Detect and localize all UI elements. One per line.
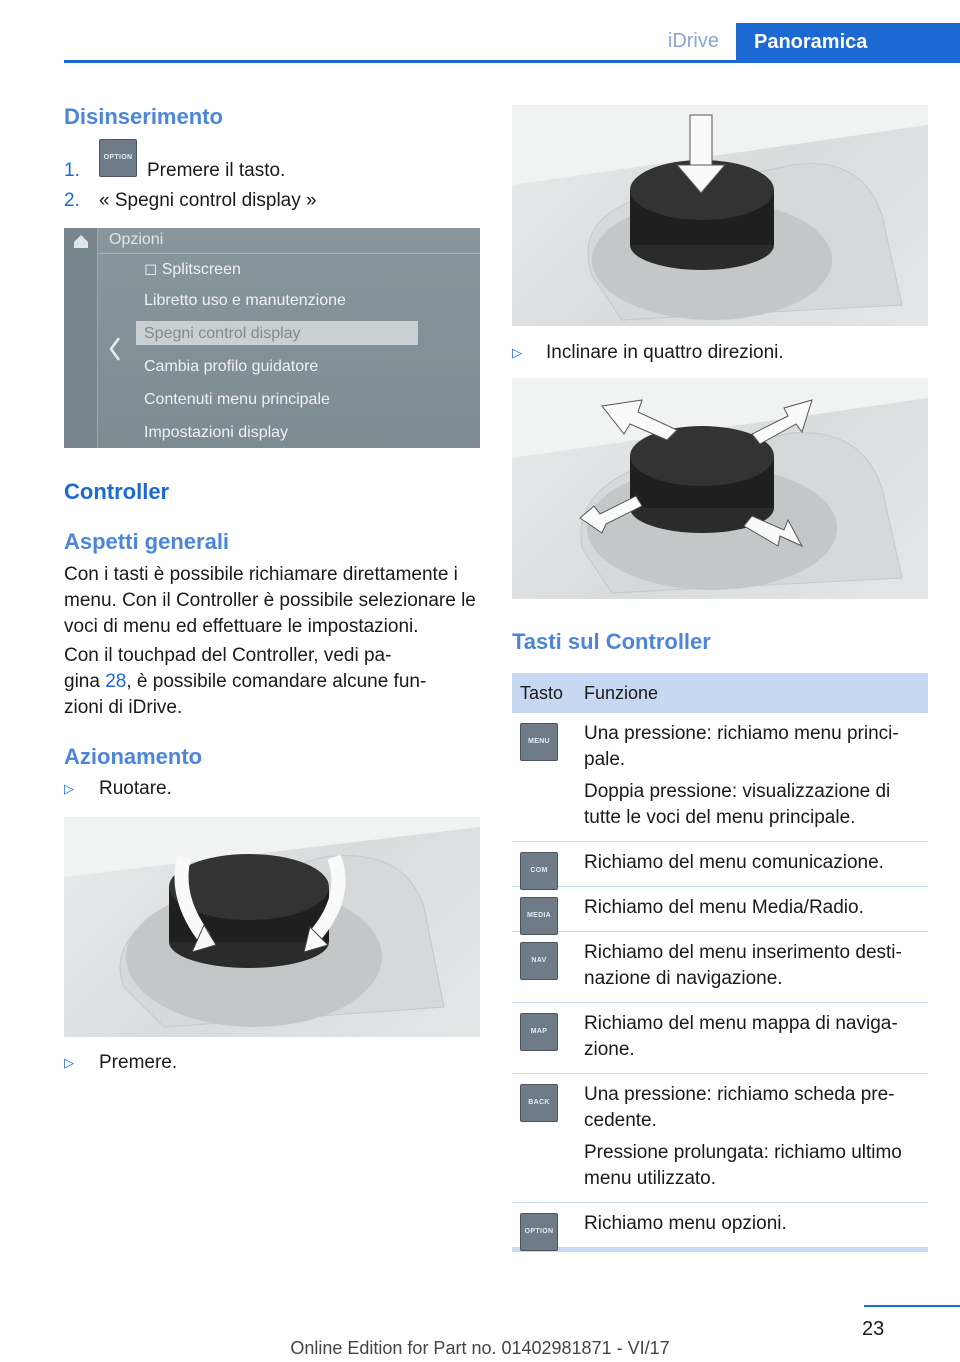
menu-item-libretto[interactable]: Libretto uso e manutenzione	[144, 292, 346, 309]
controller-press-illustration	[512, 105, 928, 326]
table-cell-funzione	[584, 1003, 928, 1073]
controller-intro-paragraph: Con i tasti è possibile richiamare direttamente i menu. Con il Controller è possibile selezionare le voci di menu ed effettuare le impostazioni.	[64, 564, 476, 637]
function-description: Richiamo del menu Media/Radio.	[584, 897, 864, 918]
chevron-left-icon	[108, 336, 122, 362]
touchpad-paragraph	[64, 643, 480, 721]
menu-item-impostazioni[interactable]: Impostazioni display	[144, 424, 289, 441]
heading-azionamento: Azionamento	[64, 744, 203, 769]
media-key-icon: MEDIA	[520, 897, 558, 935]
table-row	[512, 1074, 928, 1203]
bullet-inclinare: Inclinare in quattro direzioni.	[546, 342, 784, 363]
menu-title: Opzioni	[109, 231, 164, 248]
function-description: Richiamo del menu inserimento desti-nazione di navigazione.	[584, 942, 902, 989]
heading-controller: Controller	[64, 479, 170, 504]
table-row	[512, 1203, 928, 1248]
table-row	[512, 1003, 928, 1074]
header-section-label[interactable]: iDrive	[667, 30, 719, 52]
table-cell-funzione	[584, 842, 928, 886]
options-menu-screenshot	[64, 228, 480, 448]
menu-item-contenuti[interactable]: Contenuti menu principale	[144, 391, 330, 408]
heading-tasti-controller: Tasti sul Controller	[512, 629, 711, 654]
table-cell-funzione	[584, 932, 928, 1002]
nav-key-icon: NAV	[520, 942, 558, 980]
table-cell-funzione	[584, 887, 928, 931]
page-28-link[interactable]: 28	[105, 671, 127, 692]
table-row	[512, 842, 928, 887]
controller-rotate-drawing	[64, 817, 480, 1037]
table-row	[512, 932, 928, 1003]
bullet-premere: Premere.	[99, 1052, 178, 1073]
touchpad-text-d: zioni di iDrive.	[64, 697, 183, 718]
heading-aspetti-generali: Aspetti generali	[64, 529, 230, 554]
page-number: 23	[862, 1318, 885, 1340]
table-end-rule	[512, 1248, 928, 1252]
controller-tilt-illustration	[512, 378, 928, 599]
controller-rotate-illustration	[64, 817, 480, 1037]
table-cell-funzione	[584, 1074, 928, 1202]
menu-item-splitscreen[interactable]: ◻ Splitscreen	[144, 261, 241, 278]
bullet-triangle-icon: ▷	[64, 781, 74, 796]
menu-key-icon: MENU	[520, 723, 558, 761]
table-row	[512, 713, 928, 842]
touchpad-text-b: gina	[64, 671, 106, 692]
step-number-1: 1.	[64, 160, 80, 181]
step-number-2: 2.	[64, 190, 80, 211]
controller-press-drawing	[512, 105, 928, 326]
menu-item-spegni-display[interactable]: Spegni control display	[144, 325, 301, 342]
function-description: Richiamo menu opzioni.	[584, 1213, 787, 1234]
option-key-icon: OPTION	[520, 1213, 558, 1251]
table-row	[512, 887, 928, 932]
page-header	[0, 0, 960, 64]
back-key-icon: BACK	[520, 1084, 558, 1122]
table-header	[512, 673, 928, 713]
controller-tilt-drawing	[512, 378, 928, 599]
map-key-icon: MAP	[520, 1013, 558, 1051]
table-cell-funzione	[584, 1203, 928, 1247]
table-cell-funzione	[584, 713, 928, 841]
bullet-triangle-icon: ▷	[64, 1055, 74, 1070]
function-description: Pressione prolungata: richiamo ultimo menu utilizzato.	[584, 1142, 902, 1189]
heading-disinserimento: Disinserimento	[64, 104, 223, 129]
page-number-rule	[864, 1305, 960, 1307]
home-icon	[64, 228, 98, 448]
touchpad-text-c: , è possibile comandare alcune fun-	[126, 671, 427, 692]
menu-item-cambia-profilo[interactable]: Cambia profilo guidatore	[144, 358, 319, 375]
header-chapter-tab[interactable]: Panoramica	[736, 23, 960, 61]
option-key-icon: OPTION	[99, 139, 137, 177]
com-key-icon: COM	[520, 852, 558, 890]
menu-divider	[98, 253, 480, 254]
controller-keys-table	[512, 673, 928, 1252]
header-rule	[64, 60, 960, 63]
step-1-text: Premere il tasto.	[147, 160, 286, 181]
edition-footer: Online Edition for Part no. 01402981871 - VI/17	[290, 1338, 670, 1358]
table-header-funzione: Funzione	[584, 683, 659, 703]
bullet-ruotare: Ruotare.	[99, 778, 172, 799]
function-description: Doppia pressione: visualizzazione di tutte le voci del menu principale.	[584, 781, 891, 828]
function-description: Una pressione: richiamo scheda pre-cedente.	[584, 1084, 895, 1131]
bullet-triangle-icon: ▷	[512, 345, 522, 360]
function-description: Richiamo del menu mappa di naviga-zione.	[584, 1013, 898, 1060]
function-description: Richiamo del menu comunicazione.	[584, 852, 884, 873]
function-description: Una pressione: richiamo menu princi-pale.	[584, 723, 899, 770]
menu-sidebar	[64, 228, 98, 448]
step-2-text: « Spegni control display »	[99, 190, 317, 211]
touchpad-text-a: Con il touchpad del Controller, vedi pa-	[64, 645, 392, 666]
table-header-tasto: Tasto	[520, 683, 564, 703]
table-body	[512, 713, 928, 1248]
